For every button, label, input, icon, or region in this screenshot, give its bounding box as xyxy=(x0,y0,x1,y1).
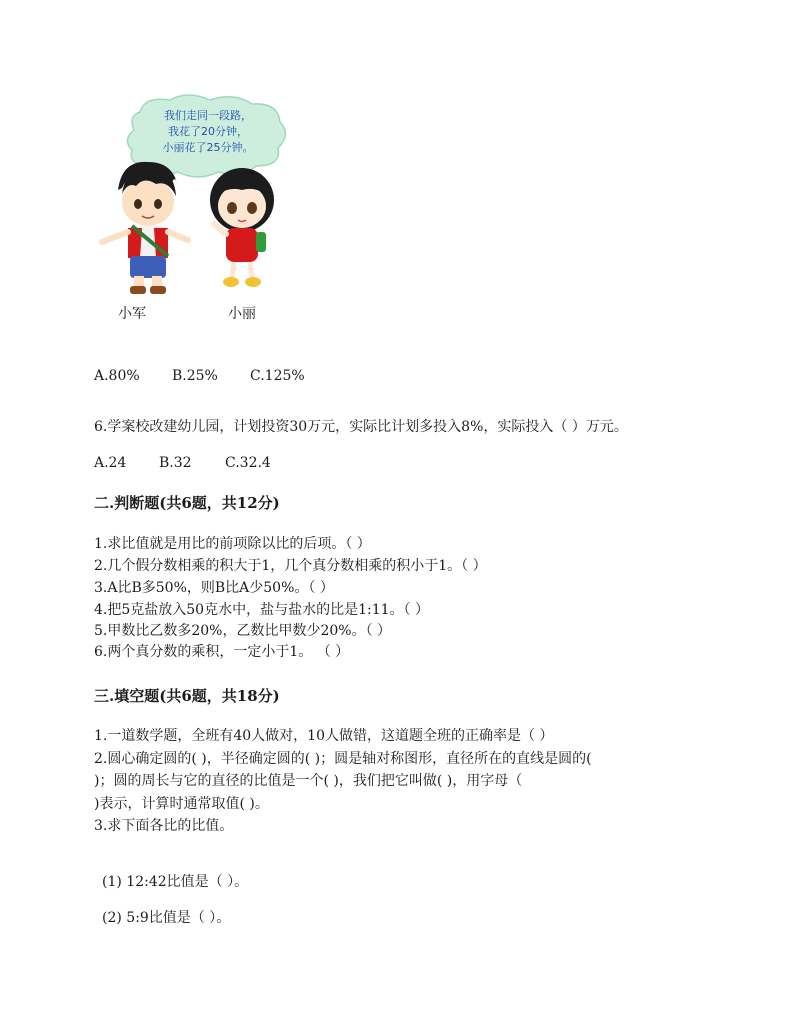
q6-option-b: B.32 xyxy=(159,455,192,471)
judge-item-5: 5.甲数比乙数多20%，乙数比甲数少20%。（ ） xyxy=(94,623,392,639)
q6-option-c: C.32.4 xyxy=(225,455,271,471)
q5-option-b: B.25% xyxy=(172,368,218,384)
boy-figure xyxy=(102,162,188,294)
girl-figure xyxy=(210,168,274,287)
fill-line-4: )表示，计算时通常取值( )。 xyxy=(94,796,269,812)
judge-item-2: 2.几个假分数相乘的积大于1，几个真分数相乘的积小于1。（ ） xyxy=(94,558,487,574)
speech-line-2: 我花了20分钟， xyxy=(168,125,248,138)
judge-item-3: 3.A比B多50%，则B比A少50%。（ ） xyxy=(94,580,334,596)
q5-option-a: A.80% xyxy=(94,368,140,384)
judge-item-6: 6.两个真分数的乘积，一定小于1。 （ ） xyxy=(94,644,350,660)
judge-item-1: 1.求比值就是用比的前项除以比的后项。（ ） xyxy=(94,536,371,552)
speech-line-3: 小丽花了25分钟。 xyxy=(162,141,254,154)
ratio-sub-2: (2) 5:9比值是（ ）。 xyxy=(102,910,231,926)
q6-text: 6.学案校改建幼儿园，计划投资30万元，实际比计划多投入8%，实际投入（ ）万元。 xyxy=(94,419,628,435)
fill-line-5: 3.求下面各比的比值。 xyxy=(94,818,234,834)
fill-line-3: )；圆的周长与它的直径的比值是一个( )，我们把它叫做( )，用字母（ xyxy=(94,773,523,789)
section2-title: 二.判断题(共6题，共12分) xyxy=(94,494,280,512)
illustration-kids xyxy=(92,92,302,332)
section3-title: 三.填空题(共6题，共18分) xyxy=(94,687,280,705)
girl-name: 小丽 xyxy=(228,306,256,322)
judge-item-4: 4.把5克盐放入50克水中，盐与盐水的比是1:11。（ ） xyxy=(94,602,429,618)
q6-option-a: A.24 xyxy=(94,455,127,471)
ratio-sub-1: (1) 12:42比值是（ ）。 xyxy=(102,874,249,890)
fill-line-2: 2.圆心确定圆的( )，半径确定圆的( )；圆是轴对称图形，直径所在的直线是圆的( xyxy=(94,751,592,767)
speech-line-1: 我们走同一段路， xyxy=(164,109,252,122)
q5-option-c: C.125% xyxy=(250,368,305,384)
fill-line-1: 1.一道数学题，全班有40人做对，10人做错，这道题全班的正确率是（ ） xyxy=(94,728,554,744)
boy-name: 小军 xyxy=(118,306,146,322)
